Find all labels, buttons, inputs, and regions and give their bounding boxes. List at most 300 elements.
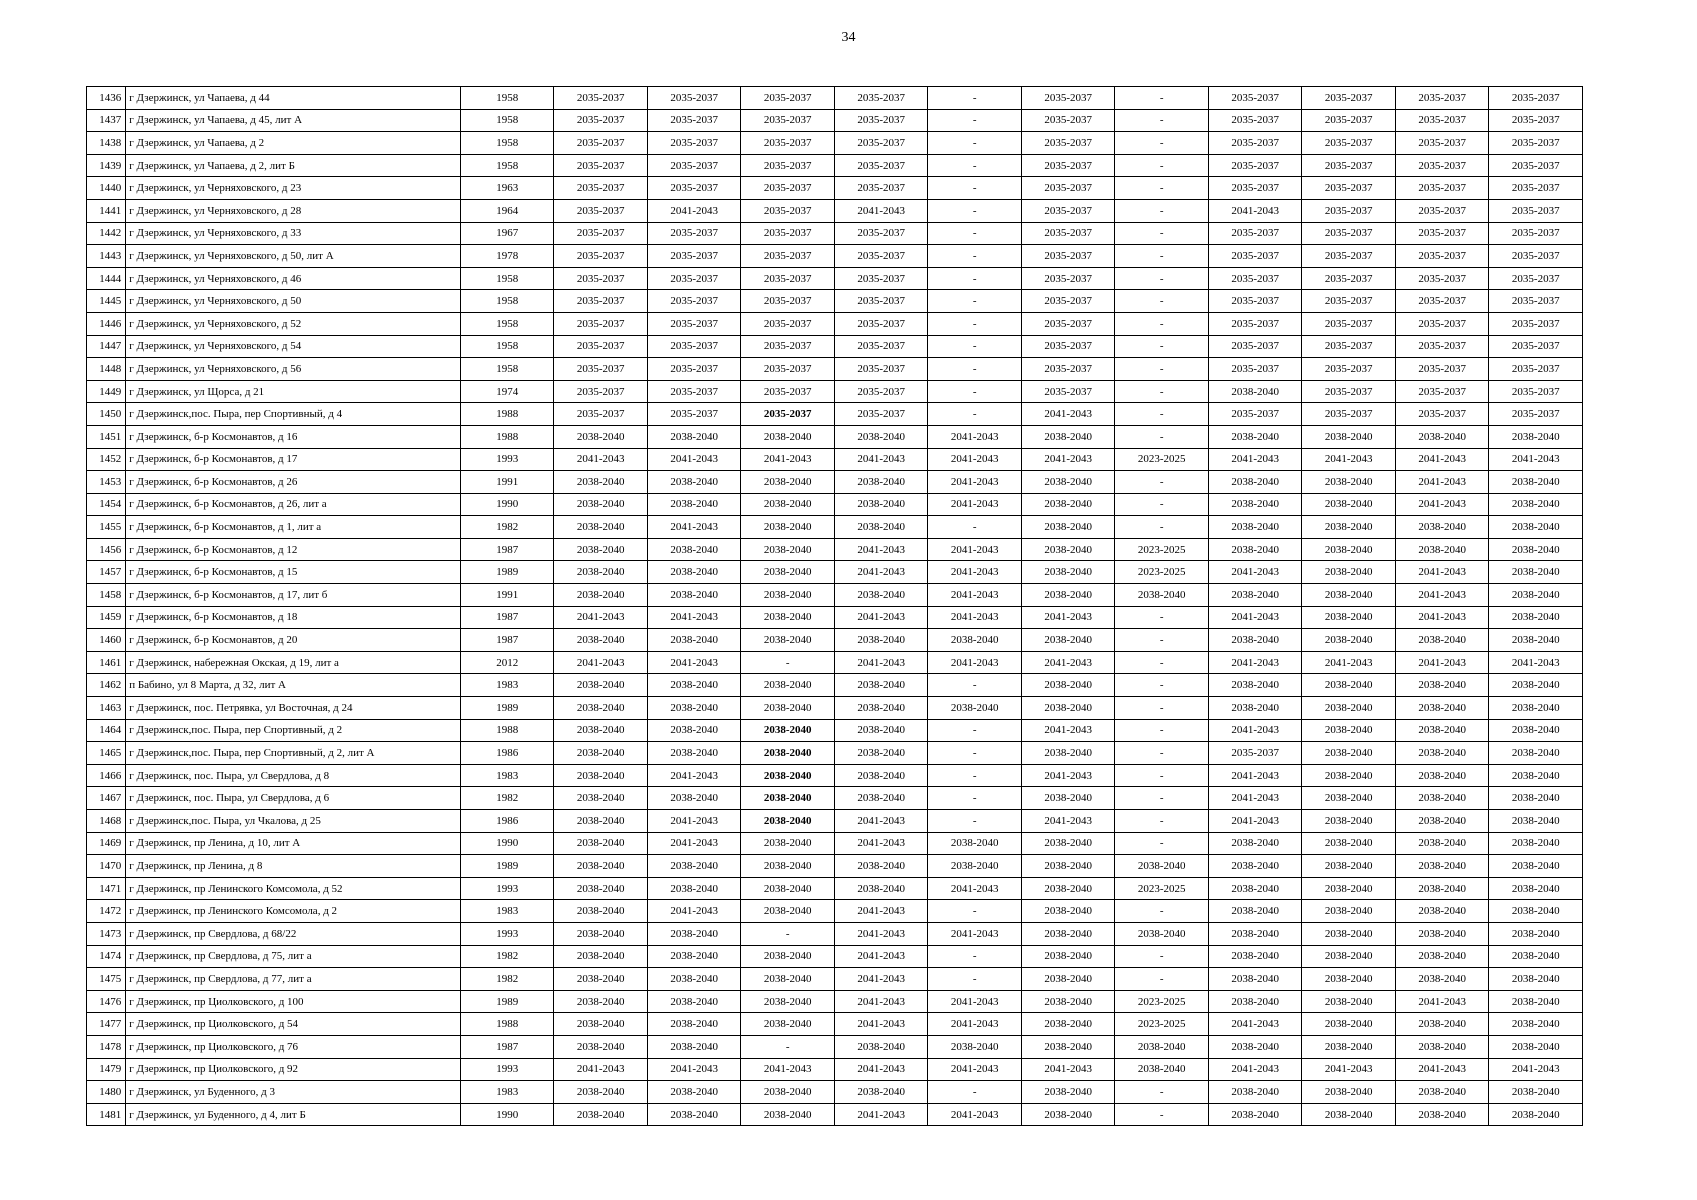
table-row — [87, 832, 1583, 855]
table-row — [87, 471, 1583, 494]
period-cell: 2041-2043 — [1302, 1058, 1396, 1081]
period-cell: 2035-2037 — [1489, 335, 1583, 358]
period-cell: 2038-2040 — [1489, 606, 1583, 629]
period-cell: 2035-2037 — [554, 290, 648, 313]
row-number-cell: 1474 — [87, 945, 126, 968]
period-cell: 2038-2040 — [834, 877, 928, 900]
period-cell: 2038-2040 — [1302, 945, 1396, 968]
table-row — [87, 493, 1583, 516]
period-cell: 2038-2040 — [1208, 990, 1302, 1013]
period-cell: 2038-2040 — [1489, 697, 1583, 720]
period-cell: 2041-2043 — [1021, 448, 1115, 471]
period-cell: 2035-2037 — [1021, 380, 1115, 403]
period-cell: 2035-2037 — [647, 177, 741, 200]
period-cell: 2035-2037 — [1302, 199, 1396, 222]
period-cell: 2035-2037 — [554, 199, 648, 222]
period-cell: 2038-2040 — [647, 697, 741, 720]
period-cell: 2038-2040 — [1021, 832, 1115, 855]
address-cell: г Дзержинск, б-р Космонавтов, д 20 — [126, 629, 461, 652]
period-cell: 2038-2040 — [741, 1081, 835, 1104]
period-cell: 2035-2037 — [741, 290, 835, 313]
period-cell: 2038-2040 — [1302, 787, 1396, 810]
build-year-cell: 1978 — [460, 245, 554, 268]
period-cell: 2035-2037 — [834, 132, 928, 155]
period-cell: 2038-2040 — [1021, 561, 1115, 584]
address-cell: г Дзержинск, набережная Окская, д 19, лит а — [126, 651, 461, 674]
period-cell: 2035-2037 — [1021, 177, 1115, 200]
period-cell: 2035-2037 — [834, 358, 928, 381]
build-year-cell: 1990 — [460, 1103, 554, 1126]
row-number-cell: 1465 — [87, 742, 126, 765]
row-number-cell: 1447 — [87, 335, 126, 358]
period-cell: 2038-2040 — [1021, 877, 1115, 900]
build-year-cell: 1974 — [460, 380, 554, 403]
address-cell: г Дзержинск,пос. Пыра, пер Спортивный, д 2, лит А — [126, 742, 461, 765]
table-row — [87, 1058, 1583, 1081]
address-cell: г Дзержинск, б-р Космонавтов, д 18 — [126, 606, 461, 629]
period-cell: - — [1115, 787, 1209, 810]
build-year-cell: 1982 — [460, 968, 554, 991]
period-cell: 2038-2040 — [554, 1103, 648, 1126]
period-cell: 2038-2040 — [554, 1013, 648, 1036]
table-row — [87, 606, 1583, 629]
period-cell: 2038-2040 — [554, 719, 648, 742]
period-cell: 2038-2040 — [834, 425, 928, 448]
period-cell: - — [1115, 764, 1209, 787]
table-row — [87, 787, 1583, 810]
period-cell: 2041-2043 — [834, 538, 928, 561]
address-cell: г Дзержинск, б-р Космонавтов, д 16 — [126, 425, 461, 448]
address-cell: г Дзержинск, ул Черняховского, д 52 — [126, 312, 461, 335]
build-year-cell: 1958 — [460, 132, 554, 155]
period-cell: 2035-2037 — [1302, 312, 1396, 335]
period-cell: 2038-2040 — [1489, 629, 1583, 652]
period-cell: 2035-2037 — [834, 87, 928, 110]
period-cell: 2035-2037 — [1302, 222, 1396, 245]
period-cell: 2035-2037 — [1489, 154, 1583, 177]
period-cell: - — [1115, 380, 1209, 403]
address-cell: г Дзержинск, ул Черняховского, д 46 — [126, 267, 461, 290]
period-cell: 2038-2040 — [1489, 674, 1583, 697]
period-cell: 2041-2043 — [834, 900, 928, 923]
period-cell: 2041-2043 — [647, 651, 741, 674]
address-cell: г Дзержинск, б-р Космонавтов, д 12 — [126, 538, 461, 561]
period-cell: 2038-2040 — [647, 719, 741, 742]
period-cell: - — [1115, 1103, 1209, 1126]
period-cell: 2035-2037 — [1021, 109, 1115, 132]
period-cell: 2038-2040 — [554, 584, 648, 607]
period-cell: 2041-2043 — [834, 561, 928, 584]
period-cell: 2038-2040 — [1021, 629, 1115, 652]
period-cell: 2038-2040 — [1395, 674, 1489, 697]
row-number-cell: 1452 — [87, 448, 126, 471]
period-cell: - — [1115, 945, 1209, 968]
period-cell: 2038-2040 — [834, 674, 928, 697]
period-cell: 2038-2040 — [1395, 1013, 1489, 1036]
table-row — [87, 245, 1583, 268]
period-cell: 2041-2043 — [1208, 606, 1302, 629]
period-cell: 2035-2037 — [1395, 87, 1489, 110]
period-cell: 2038-2040 — [1021, 425, 1115, 448]
period-cell: 2038-2040 — [554, 900, 648, 923]
period-cell: 2038-2040 — [554, 764, 648, 787]
period-cell: 2038-2040 — [1302, 810, 1396, 833]
period-cell: 2038-2040 — [647, 1013, 741, 1036]
period-cell: 2038-2040 — [1489, 719, 1583, 742]
row-number-cell: 1440 — [87, 177, 126, 200]
period-cell: 2035-2037 — [1021, 245, 1115, 268]
period-cell: 2035-2037 — [834, 335, 928, 358]
period-cell: 2035-2037 — [1302, 403, 1396, 426]
period-cell: 2038-2040 — [1489, 1081, 1583, 1104]
period-cell: 2035-2037 — [1302, 358, 1396, 381]
period-cell: 2038-2040 — [1489, 855, 1583, 878]
period-cell: - — [928, 335, 1022, 358]
row-number-cell: 1469 — [87, 832, 126, 855]
period-cell: - — [928, 109, 1022, 132]
period-cell: 2041-2043 — [928, 493, 1022, 516]
period-cell: 2041-2043 — [647, 832, 741, 855]
row-number-cell: 1450 — [87, 403, 126, 426]
period-cell: 2038-2040 — [554, 1035, 648, 1058]
period-cell: 2041-2043 — [1208, 787, 1302, 810]
period-cell: - — [1115, 719, 1209, 742]
period-cell: 2035-2037 — [834, 245, 928, 268]
period-cell: 2038-2040 — [1489, 810, 1583, 833]
period-cell: 2041-2043 — [1395, 584, 1489, 607]
build-year-cell: 1958 — [460, 109, 554, 132]
period-cell: 2038-2040 — [1302, 629, 1396, 652]
period-cell: 2038-2040 — [1395, 968, 1489, 991]
table-row — [87, 516, 1583, 539]
period-cell: 2035-2037 — [1021, 335, 1115, 358]
period-cell: 2023-2025 — [1115, 448, 1209, 471]
period-cell: 2038-2040 — [647, 629, 741, 652]
period-cell: 2041-2043 — [928, 877, 1022, 900]
period-cell: 2035-2037 — [554, 380, 648, 403]
period-cell: - — [928, 132, 1022, 155]
period-cell: 2041-2043 — [1489, 1058, 1583, 1081]
period-cell: 2038-2040 — [647, 493, 741, 516]
build-year-cell: 1989 — [460, 990, 554, 1013]
table-row — [87, 132, 1583, 155]
period-cell: 2035-2037 — [1395, 245, 1489, 268]
period-cell: 2035-2037 — [647, 132, 741, 155]
period-cell: 2038-2040 — [1021, 900, 1115, 923]
table-row — [87, 358, 1583, 381]
period-cell: - — [928, 87, 1022, 110]
period-cell: 2035-2037 — [741, 403, 835, 426]
period-cell: 2038-2040 — [1489, 584, 1583, 607]
period-cell: 2038-2040 — [1302, 900, 1396, 923]
period-cell: 2038-2040 — [1021, 922, 1115, 945]
period-cell: 2038-2040 — [647, 425, 741, 448]
period-cell: 2038-2040 — [647, 742, 741, 765]
row-number-cell: 1445 — [87, 290, 126, 313]
row-number-cell: 1451 — [87, 425, 126, 448]
period-cell: 2041-2043 — [1021, 719, 1115, 742]
table-row — [87, 674, 1583, 697]
period-cell: - — [928, 900, 1022, 923]
period-cell: - — [1115, 810, 1209, 833]
period-cell: 2035-2037 — [1021, 87, 1115, 110]
build-year-cell: 1986 — [460, 810, 554, 833]
period-cell: 2035-2037 — [1302, 109, 1396, 132]
period-cell: 2038-2040 — [647, 538, 741, 561]
period-cell: 2041-2043 — [1395, 471, 1489, 494]
period-cell: 2038-2040 — [1302, 697, 1396, 720]
period-cell: 2038-2040 — [1489, 1035, 1583, 1058]
table-row — [87, 335, 1583, 358]
row-number-cell: 1477 — [87, 1013, 126, 1036]
period-cell: 2038-2040 — [928, 697, 1022, 720]
address-cell: г Дзержинск, ул Щорса, д 21 — [126, 380, 461, 403]
period-cell: 2038-2040 — [1208, 697, 1302, 720]
period-cell: - — [1115, 742, 1209, 765]
period-cell: 2041-2043 — [1302, 448, 1396, 471]
period-cell: 2038-2040 — [647, 922, 741, 945]
address-cell: г Дзержинск, б-р Космонавтов, д 1, лит а — [126, 516, 461, 539]
period-cell: 2041-2043 — [928, 471, 1022, 494]
period-cell: 2035-2037 — [647, 109, 741, 132]
period-cell: 2035-2037 — [1395, 154, 1489, 177]
row-number-cell: 1446 — [87, 312, 126, 335]
period-cell: 2038-2040 — [1021, 1035, 1115, 1058]
period-cell: - — [928, 968, 1022, 991]
build-year-cell: 1983 — [460, 674, 554, 697]
period-cell: 2035-2037 — [1395, 222, 1489, 245]
build-year-cell: 1987 — [460, 1035, 554, 1058]
period-cell: 2035-2037 — [1395, 267, 1489, 290]
table-body — [87, 87, 1583, 1126]
period-cell: 2035-2037 — [1208, 154, 1302, 177]
period-cell: 2035-2037 — [741, 199, 835, 222]
period-cell: 2038-2040 — [741, 810, 835, 833]
period-cell: 2038-2040 — [1021, 855, 1115, 878]
row-number-cell: 1473 — [87, 922, 126, 945]
period-cell: 2038-2040 — [1302, 471, 1396, 494]
period-cell: 2035-2037 — [834, 177, 928, 200]
period-cell: 2038-2040 — [834, 1035, 928, 1058]
period-cell: - — [928, 222, 1022, 245]
build-year-cell: 1958 — [460, 267, 554, 290]
period-cell: - — [1115, 493, 1209, 516]
period-cell: 2041-2043 — [1208, 764, 1302, 787]
period-cell: 2038-2040 — [1021, 990, 1115, 1013]
period-cell: - — [928, 290, 1022, 313]
period-cell: 2038-2040 — [1395, 877, 1489, 900]
period-cell: 2038-2040 — [554, 471, 648, 494]
period-cell: 2041-2043 — [554, 1058, 648, 1081]
period-cell: 2035-2037 — [1489, 267, 1583, 290]
period-cell: 2041-2043 — [1489, 651, 1583, 674]
period-cell: 2035-2037 — [1302, 154, 1396, 177]
period-cell: 2038-2040 — [554, 742, 648, 765]
period-cell: 2038-2040 — [741, 787, 835, 810]
period-cell: - — [928, 945, 1022, 968]
row-number-cell: 1437 — [87, 109, 126, 132]
row-number-cell: 1442 — [87, 222, 126, 245]
period-cell: 2038-2040 — [834, 855, 928, 878]
period-cell: 2035-2037 — [1489, 132, 1583, 155]
period-cell: 2038-2040 — [1395, 425, 1489, 448]
period-cell: 2035-2037 — [741, 87, 835, 110]
row-number-cell: 1439 — [87, 154, 126, 177]
period-cell: 2038-2040 — [1395, 855, 1489, 878]
address-cell: г Дзержинск,пос. Пыра, ул Чкалова, д 25 — [126, 810, 461, 833]
period-cell: 2038-2040 — [741, 855, 835, 878]
period-cell: - — [1115, 312, 1209, 335]
period-cell: 2038-2040 — [1302, 990, 1396, 1013]
period-cell: 2035-2037 — [1489, 177, 1583, 200]
period-cell: 2038-2040 — [1021, 742, 1115, 765]
period-cell: 2035-2037 — [554, 87, 648, 110]
address-cell: г Дзержинск, пос. Пыра, ул Свердлова, д 6 — [126, 787, 461, 810]
period-cell: 2041-2043 — [1395, 1058, 1489, 1081]
period-cell: 2038-2040 — [1021, 945, 1115, 968]
period-cell: 2038-2040 — [741, 516, 835, 539]
table-row — [87, 448, 1583, 471]
period-cell: 2038-2040 — [928, 832, 1022, 855]
period-cell: - — [928, 403, 1022, 426]
period-cell: 2038-2040 — [741, 1013, 835, 1036]
period-cell: 2035-2037 — [1208, 222, 1302, 245]
period-cell: 2041-2043 — [1208, 448, 1302, 471]
address-cell: г Дзержинск, ул Черняховского, д 54 — [126, 335, 461, 358]
period-cell: 2038-2040 — [741, 764, 835, 787]
table-row — [87, 1013, 1583, 1036]
period-cell: 2038-2040 — [647, 855, 741, 878]
period-cell: - — [1115, 358, 1209, 381]
period-cell: 2038-2040 — [741, 877, 835, 900]
period-cell: 2041-2043 — [928, 1058, 1022, 1081]
period-cell: 2041-2043 — [1021, 651, 1115, 674]
period-cell: - — [1115, 674, 1209, 697]
period-cell: 2038-2040 — [554, 629, 648, 652]
period-cell: 2038-2040 — [1302, 764, 1396, 787]
build-year-cell: 1989 — [460, 561, 554, 584]
period-cell: 2041-2043 — [834, 968, 928, 991]
build-year-cell: 1988 — [460, 425, 554, 448]
period-cell: 2038-2040 — [1395, 629, 1489, 652]
build-year-cell: 1993 — [460, 922, 554, 945]
period-cell: 2038-2040 — [647, 561, 741, 584]
period-cell: 2041-2043 — [1021, 403, 1115, 426]
period-cell: 2041-2043 — [1208, 719, 1302, 742]
period-cell: - — [741, 1035, 835, 1058]
period-cell: - — [1115, 290, 1209, 313]
period-cell: 2038-2040 — [647, 1103, 741, 1126]
period-cell: 2038-2040 — [647, 1035, 741, 1058]
period-cell: 2041-2043 — [1208, 1013, 1302, 1036]
period-cell: 2038-2040 — [1395, 516, 1489, 539]
period-cell: 2038-2040 — [1021, 584, 1115, 607]
period-cell: 2038-2040 — [1489, 516, 1583, 539]
period-cell: 2035-2037 — [834, 290, 928, 313]
build-year-cell: 1993 — [460, 448, 554, 471]
period-cell: 2035-2037 — [1489, 380, 1583, 403]
build-year-cell: 1991 — [460, 584, 554, 607]
period-cell: 2038-2040 — [1302, 877, 1396, 900]
table-row — [87, 629, 1583, 652]
table-row — [87, 1081, 1583, 1104]
period-cell: 2035-2037 — [1208, 358, 1302, 381]
period-cell: 2038-2040 — [1489, 764, 1583, 787]
period-cell: 2038-2040 — [1302, 584, 1396, 607]
period-cell: 2041-2043 — [1208, 1058, 1302, 1081]
period-cell: - — [1115, 651, 1209, 674]
period-cell: 2035-2037 — [741, 109, 835, 132]
period-cell: 2038-2040 — [1395, 538, 1489, 561]
period-cell: 2035-2037 — [1395, 403, 1489, 426]
period-cell: 2035-2037 — [1021, 222, 1115, 245]
table-row — [87, 87, 1583, 110]
row-number-cell: 1475 — [87, 968, 126, 991]
row-number-cell: 1436 — [87, 87, 126, 110]
table-row — [87, 380, 1583, 403]
period-cell: 2038-2040 — [554, 1081, 648, 1104]
period-cell: - — [1115, 697, 1209, 720]
period-cell: - — [1115, 245, 1209, 268]
period-cell: 2035-2037 — [554, 177, 648, 200]
period-cell: 2041-2043 — [647, 516, 741, 539]
address-cell: г Дзержинск, пос. Петрявка, ул Восточная, д 24 — [126, 697, 461, 720]
address-cell: г Дзержинск, пр Свердлова, д 77, лит а — [126, 968, 461, 991]
period-cell: 2035-2037 — [1208, 742, 1302, 765]
period-cell: 2038-2040 — [1302, 855, 1396, 878]
period-cell: 2038-2040 — [554, 493, 648, 516]
address-cell: г Дзержинск, пос. Пыра, ул Свердлова, д 8 — [126, 764, 461, 787]
period-cell: 2041-2043 — [834, 1058, 928, 1081]
period-cell: 2035-2037 — [554, 222, 648, 245]
row-number-cell: 1480 — [87, 1081, 126, 1104]
period-cell: 2035-2037 — [554, 403, 648, 426]
period-cell: 2041-2043 — [834, 990, 928, 1013]
period-cell: 2038-2040 — [554, 538, 648, 561]
build-year-cell: 1983 — [460, 900, 554, 923]
table-row — [87, 719, 1583, 742]
period-cell: 2038-2040 — [1489, 877, 1583, 900]
period-cell: 2041-2043 — [1395, 651, 1489, 674]
row-number-cell: 1441 — [87, 199, 126, 222]
period-cell: - — [1115, 1081, 1209, 1104]
period-cell: 2038-2040 — [741, 493, 835, 516]
build-year-cell: 1993 — [460, 1058, 554, 1081]
page-number: 34 — [841, 30, 856, 45]
period-cell: 2038-2040 — [1208, 1103, 1302, 1126]
period-cell: - — [1115, 335, 1209, 358]
table-row — [87, 922, 1583, 945]
build-year-cell: 1958 — [460, 358, 554, 381]
period-cell: 2038-2040 — [1208, 832, 1302, 855]
period-cell: 2041-2043 — [1208, 651, 1302, 674]
table-row — [87, 290, 1583, 313]
period-cell: 2038-2040 — [1395, 1103, 1489, 1126]
period-cell: 2041-2043 — [1395, 561, 1489, 584]
row-number-cell: 1453 — [87, 471, 126, 494]
address-cell: г Дзержинск,пос. Пыра, пер Спортивный, д 4 — [126, 403, 461, 426]
period-cell: 2038-2040 — [1115, 855, 1209, 878]
build-year-cell: 2012 — [460, 651, 554, 674]
period-cell: 2035-2037 — [741, 267, 835, 290]
row-number-cell: 1460 — [87, 629, 126, 652]
address-cell: г Дзержинск, ул Черняховского, д 50, лит А — [126, 245, 461, 268]
period-cell: 2038-2040 — [834, 764, 928, 787]
period-cell: 2038-2040 — [741, 606, 835, 629]
period-cell: - — [1115, 629, 1209, 652]
period-cell: 2035-2037 — [647, 290, 741, 313]
period-cell: 2038-2040 — [1021, 1013, 1115, 1036]
